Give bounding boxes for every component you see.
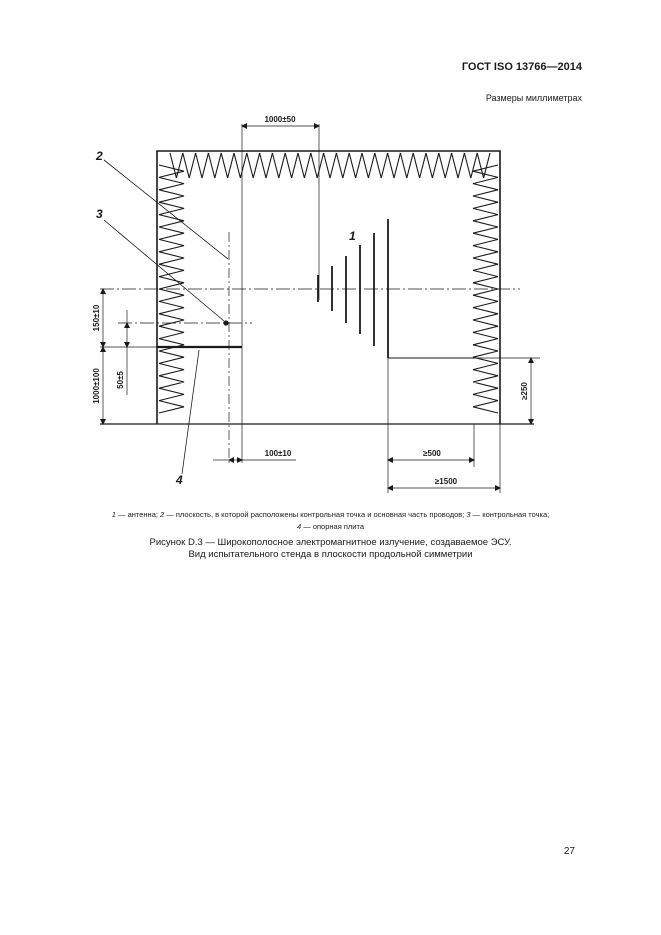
- document-code: ГОСТ ISO 13766—2014: [461, 61, 582, 73]
- dim-1500: ≥1500: [434, 477, 458, 486]
- callout-2: 2: [96, 149, 103, 163]
- dim-top-width: 1000±50: [264, 115, 296, 124]
- dim-500: ≥500: [423, 449, 441, 458]
- callout-4: 4: [176, 473, 183, 487]
- callout-leaders: [104, 160, 228, 474]
- page-number: 27: [563, 846, 575, 857]
- units-note: Размеры миллиметрах: [485, 93, 582, 103]
- dim-100: 100±10: [264, 449, 292, 458]
- caption-line-2: Вид испытательного стенда в плоскости продольной симметрии: [188, 549, 473, 560]
- legend-line-1: 1 — антенна; 2 — плоскость, в которой расположены контрольная точка и основная часть проводов; 3 — контрольная точка;: [111, 510, 550, 519]
- callout-3: 3: [96, 207, 103, 221]
- dim-250: ≥250: [520, 382, 529, 400]
- caption-line-1: Рисунок D.3 — Широкополосное электромагнитное излучение, создаваемое ЭСУ.: [149, 537, 512, 548]
- callout-1: 1: [349, 229, 356, 243]
- dimension-lines: [103, 126, 531, 488]
- dim-150: 150±10: [92, 304, 101, 332]
- absorber-pattern: [159, 153, 498, 413]
- legend-line-2: 4 — опорная плита: [296, 522, 365, 531]
- chamber-outline: [157, 151, 500, 424]
- dim-50: 50±5: [116, 371, 125, 389]
- figure-legend: [40, 509, 621, 533]
- dim-1000: 1000±100: [92, 368, 101, 404]
- figure-caption: [40, 537, 621, 561]
- control-point: [223, 320, 228, 325]
